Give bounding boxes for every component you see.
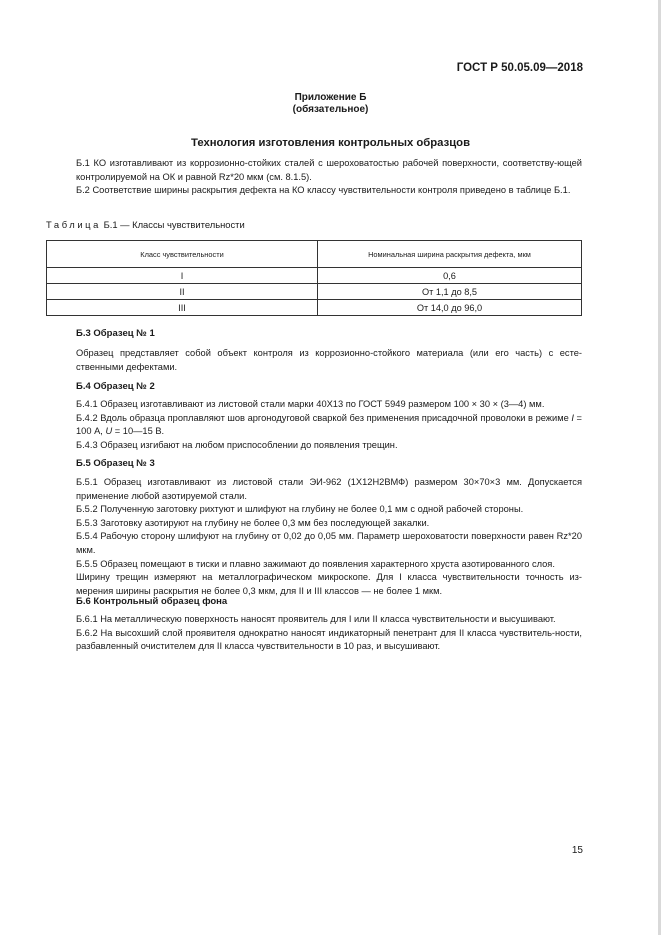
section-b6-heading: Б.6 Контрольный образец фона xyxy=(76,596,228,607)
section-b4-heading: Б.4 Образец № 2 xyxy=(76,381,155,392)
section-b6-body xyxy=(76,613,582,654)
paragraph-b5-2: Б.5.2 Полученную заготовку рихтуют и шлифуют на глубину не более 0,1 мм с одной рабочей стороны. xyxy=(76,504,524,515)
section-b4-body xyxy=(76,398,582,452)
table-row xyxy=(47,284,582,300)
intro-block xyxy=(76,157,582,198)
header-width: Номинальная ширина раскрытия дефекта, мкм xyxy=(318,241,582,268)
paragraph-b1 xyxy=(76,157,582,184)
b4-2-current-symbol: I xyxy=(571,412,574,423)
page-number: 15 xyxy=(571,845,583,856)
main-title: Технология изготовления контрольных образцов xyxy=(190,137,471,149)
paragraph-b4-3: Б.4.3 Образец изгибают на любом приспособлении до появления трещин. xyxy=(76,439,398,450)
paragraph-b6-2: Б.6.2 На высохший слой проявителя однократно наносят индикаторный пенетрант для II класса чувствитель-ности, разбавленный очистителем для II класса чувствительности в 10 раз, и высушивают. xyxy=(76,627,582,652)
appendix-status: (обязательное) xyxy=(292,104,369,115)
section-b3-heading: Б.3 Образец № 1 xyxy=(76,328,155,339)
table-caption xyxy=(46,219,245,230)
cell-width: 0,6 xyxy=(318,268,582,284)
section-b5-heading: Б.5 Образец № 3 xyxy=(76,458,155,469)
paragraph-b5-1: Б.5.1 Образец изготавливают из листовой стали ЭИ-962 (1Х12Н2ВМФ) размером 30×70×3 мм. Допускается применение любой азотируемой стали. xyxy=(76,477,582,501)
table-row xyxy=(47,300,582,316)
b4-2-text-a: Б.4.2 Вдоль образца проплавляют шов аргонодуговой сваркой без применения присадочной проволоки в режиме xyxy=(76,412,572,423)
table-caption-label: Таблица xyxy=(46,219,101,230)
cell-width: От 14,0 до 96,0 xyxy=(318,300,582,316)
paragraph-b6-1: Б.6.1 На металлическую поверхность наносят проявитель для I или II класса чувствительности и высушивают. xyxy=(76,614,556,624)
table-caption-text: Б.1 — Классы чувствительности xyxy=(100,219,245,230)
section-b5-body xyxy=(76,476,582,598)
document-code: ГОСТ Р 50.05.09—2018 xyxy=(456,62,583,74)
paragraph-b5-4: Б.5.4 Рабочую сторону шлифуют на глубину от 0,02 до 0,05 мм. Параметр шероховатости поверхности равен Rz*20 мкм. xyxy=(76,531,582,555)
table-header-row xyxy=(47,241,582,268)
b4-2-voltage-symbol: U xyxy=(105,426,113,437)
header-class: Класс чувствительности xyxy=(47,241,318,268)
paragraph-b5-5: Б.5.5 Образец помещают в тиски и плавно зажимают до появления характерного хруста азотированного слоя. xyxy=(76,558,555,569)
paragraph-b5-3: Б.5.3 Заготовку азотируют на глубину не более 0,3 мм без последующей закалки. xyxy=(76,517,430,528)
cell-width: От 1,1 до 8,5 xyxy=(318,284,582,300)
cell-class: II xyxy=(47,284,318,300)
b4-2-text-c: = 10—15 В. xyxy=(112,426,165,437)
paragraph-b5-6: Ширину трещин измеряют на металлографическом микроскопе. Для I класса чувствительности точность из-мерения ширины раскрытия не более 0,3 мкм, для II и III классов — не более 1 мкм. xyxy=(76,572,582,596)
sensitivity-classes-table xyxy=(46,240,582,316)
cell-class: I xyxy=(47,268,318,284)
paragraph-b4-2 xyxy=(76,412,582,439)
appendix-title: Приложение Б xyxy=(294,92,367,103)
paragraph-b2: Б.2 Соответствие ширины раскрытия дефекта на КО классу чувствительности контроля приведено в таблице Б.1. xyxy=(76,185,571,196)
paragraph-b1-text: Б.1 КО изготавливают из коррозионно-стойких сталей с шероховатостью рабочей поверхности, соответству-ющей контролируемой на ОК и равной Rz*20 мкм (см. 8.1.5). xyxy=(76,158,582,182)
paragraph-b4-1: Б.4.1 Образец изготавливают из листовой стали марки 40Х13 по ГОСТ 5949 размером 100 × 30 × (3—4) мм. xyxy=(76,399,545,409)
cell-class: III xyxy=(47,300,318,316)
b4-2-text-b: = 100 А, xyxy=(76,412,582,437)
paragraph-b3: Образец представляет собой объект контроля из коррозионно-стойкого материала (или его часть) с есте-ственными дефектами. xyxy=(76,348,582,372)
table-row xyxy=(47,268,582,284)
